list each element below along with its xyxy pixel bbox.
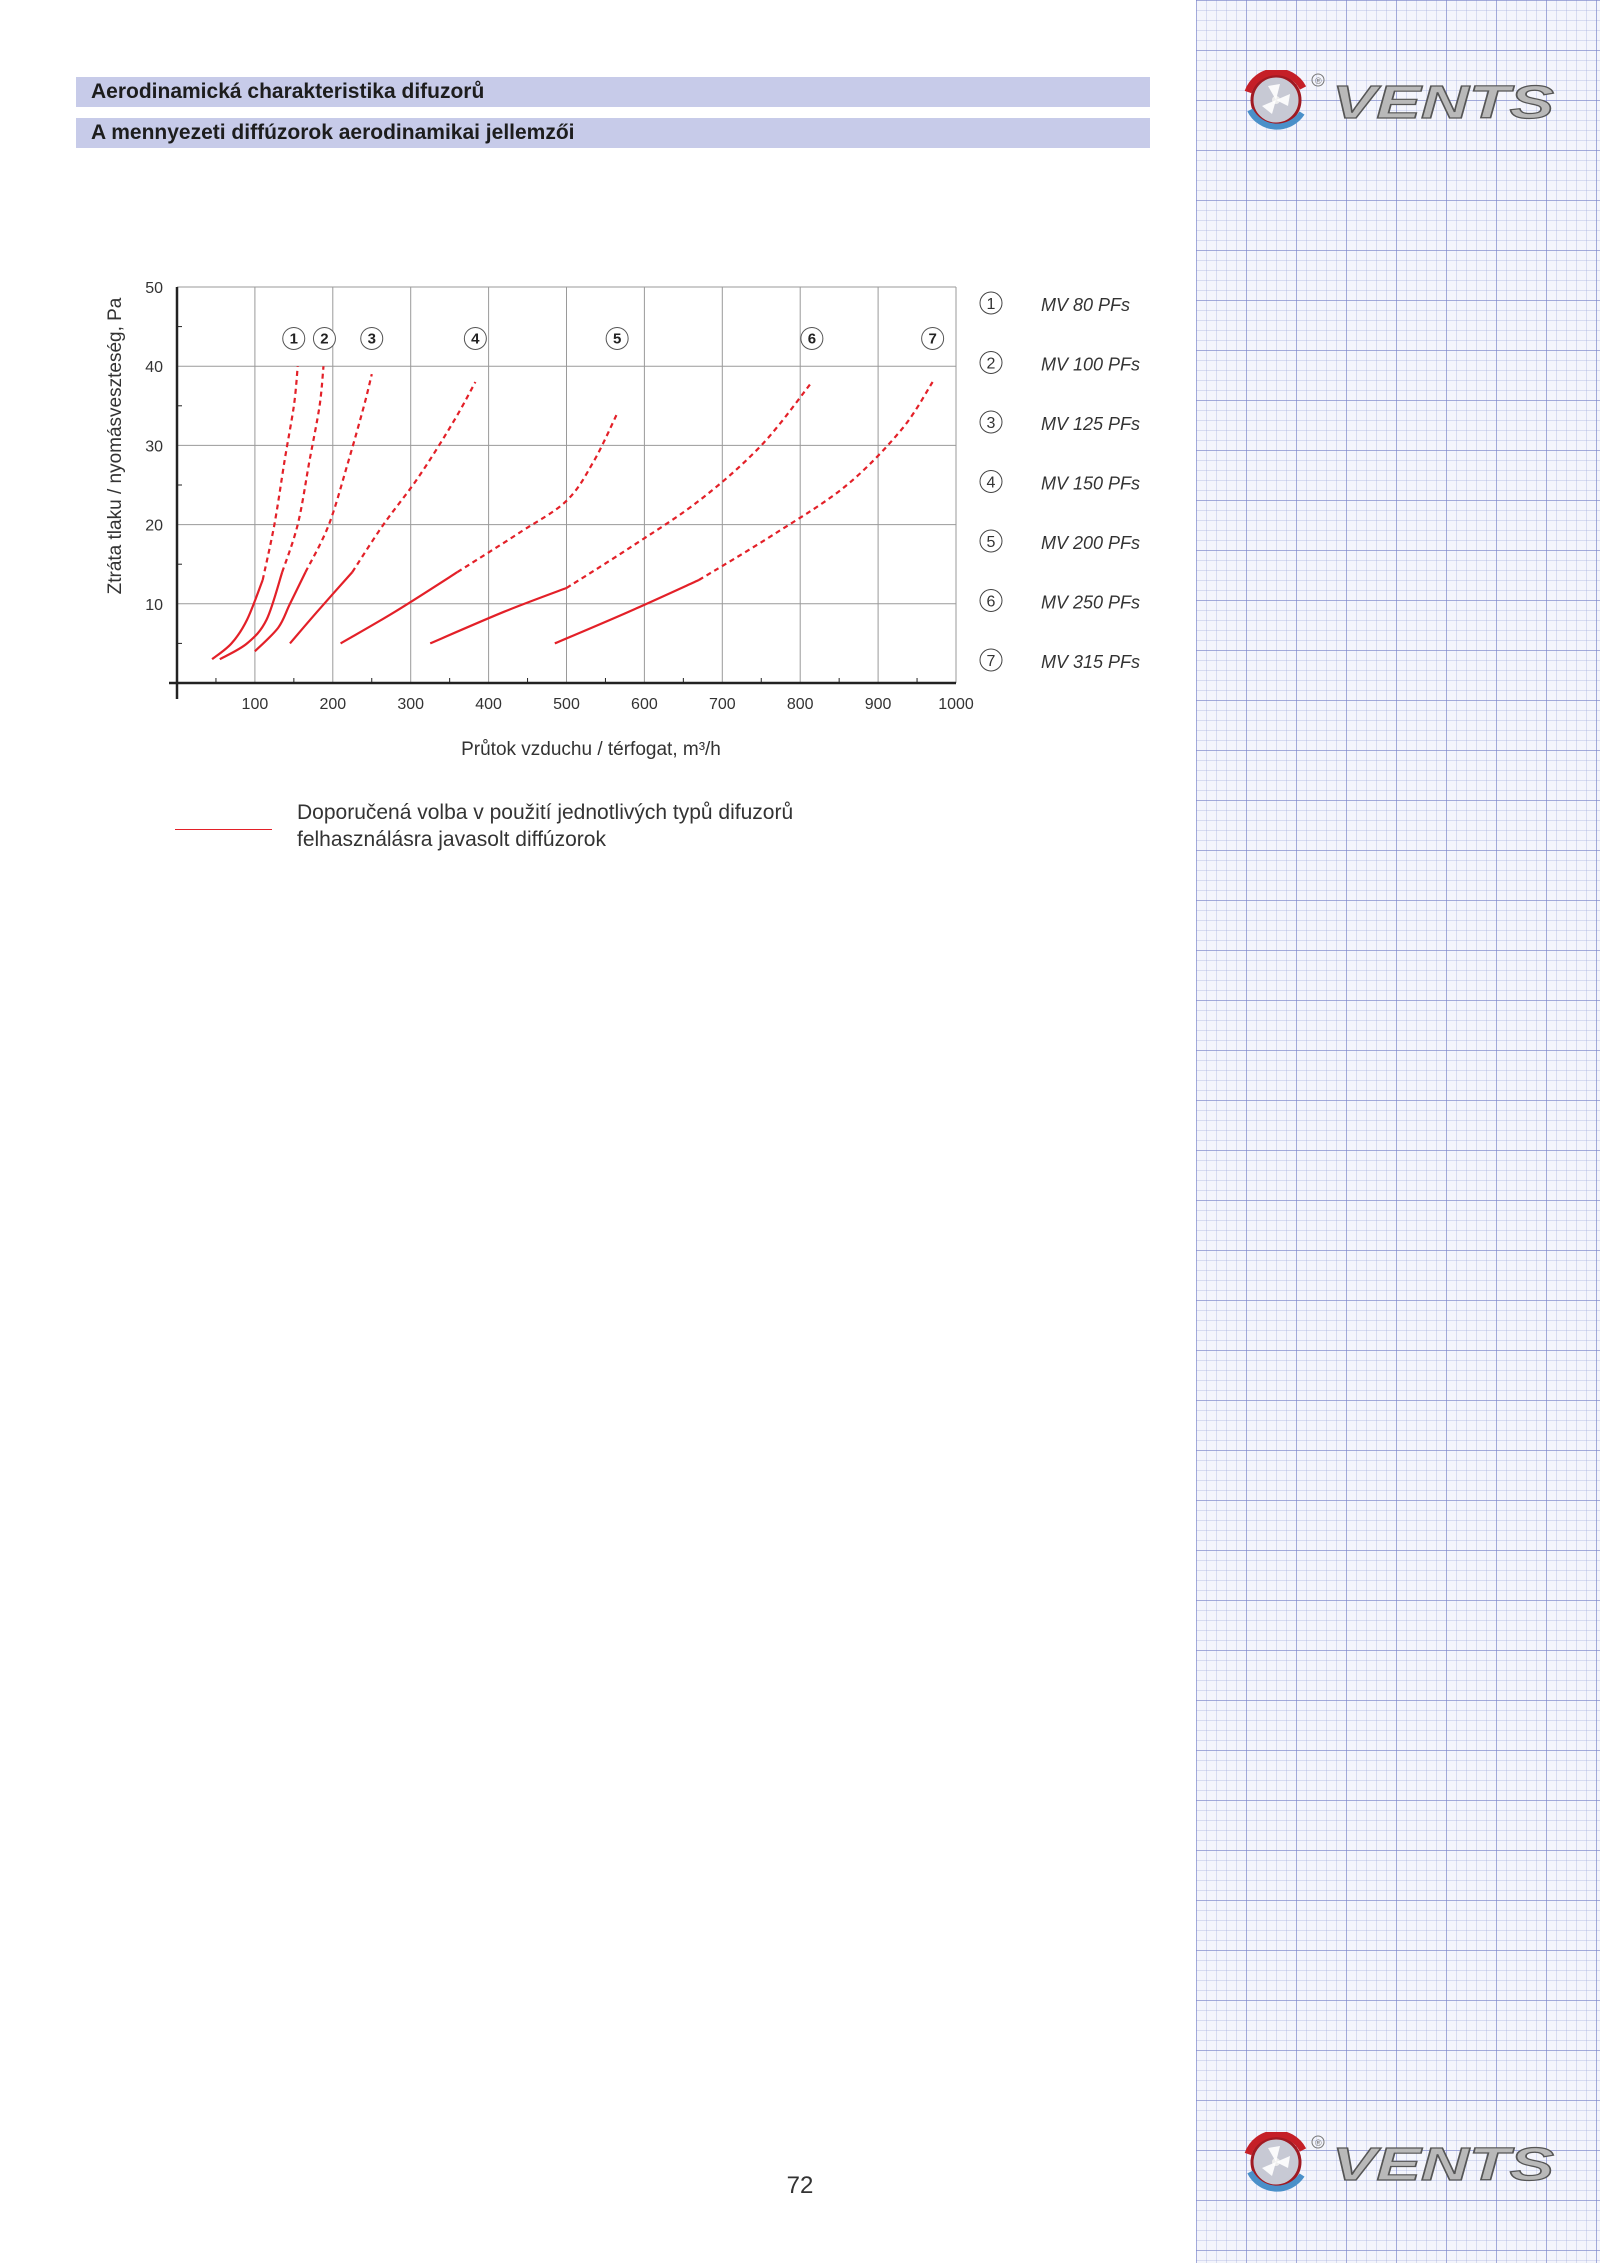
y-tick-label: 10 xyxy=(145,596,163,614)
x-axis-title: Průtok vzduchu / térfogat, m³/h xyxy=(461,739,721,760)
x-tick-label: 400 xyxy=(475,696,502,713)
curve-5-recommended xyxy=(341,572,458,643)
logo-graphic xyxy=(1228,2132,1564,2192)
x-tick-label: 200 xyxy=(319,696,347,713)
y-tick-label: 20 xyxy=(145,517,163,535)
recommended-note-hungarian: felhasználásra javasolt diffúzorok xyxy=(297,828,606,851)
legend-number: 5 xyxy=(986,534,996,551)
curve-7-recommended xyxy=(555,580,699,643)
recommended-note-czech: Doporučená volba v použití jednotlivých typů difuzorů xyxy=(297,801,794,824)
legend-number: 1 xyxy=(986,296,996,313)
y-tick-label: 30 xyxy=(145,438,163,456)
logo-graphic xyxy=(1228,70,1564,130)
legend-item-label: MV 80 PFs xyxy=(1041,295,1131,315)
section-title-czech: Aerodinamická charakteristika difuzorů xyxy=(76,77,1150,107)
side-grid-panel xyxy=(1196,0,1600,2263)
chart-axes xyxy=(145,280,974,713)
legend-item-label: MV 125 PFs xyxy=(1041,414,1141,434)
x-tick-label: 300 xyxy=(397,696,425,713)
x-tick-label: 800 xyxy=(786,696,814,713)
legend-item-label: MV 250 PFs xyxy=(1041,592,1141,613)
y-axis-title: Ztráta tlaku / nyomásveszteség, Pa xyxy=(105,297,126,595)
x-tick-label: 100 xyxy=(241,696,269,713)
legend-number: 3 xyxy=(986,415,996,432)
curve-label-number: 6 xyxy=(807,330,817,348)
vents-logo-top xyxy=(1228,70,1564,130)
y-tick-label: 50 xyxy=(145,280,163,297)
legend-item-label: MV 315 PFs xyxy=(1041,652,1141,672)
svg-text:VENTS: VENTS xyxy=(1332,76,1555,128)
curve-3-recommended xyxy=(255,572,306,651)
curve-3-extended xyxy=(306,374,372,572)
curve-5-extended xyxy=(457,414,617,572)
svg-text:VENTS: VENTS xyxy=(1332,2138,1555,2190)
chart-curves xyxy=(212,366,933,659)
vents-logo-bottom xyxy=(1228,2132,1564,2192)
curve-4-extended xyxy=(352,382,475,572)
curve-label-number: 2 xyxy=(320,330,329,348)
curve-6-extended xyxy=(567,382,812,588)
pressure-loss-chart xyxy=(0,260,1160,770)
curve-2-extended xyxy=(282,366,323,572)
svg-text:®: ® xyxy=(1315,76,1322,86)
legend-item-label: MV 200 PFs xyxy=(1041,533,1141,553)
svg-text:®: ® xyxy=(1315,2138,1322,2148)
curve-label-number: 4 xyxy=(471,330,480,348)
x-tick-label: 700 xyxy=(708,696,736,713)
x-tick-label: 1000 xyxy=(938,696,974,713)
legend-item-label: MV 150 PFs xyxy=(1041,473,1141,494)
recommended-legend-line xyxy=(175,829,272,830)
y-tick-label: 40 xyxy=(145,359,163,377)
curve-6-recommended xyxy=(430,588,566,643)
curve-label-number: 1 xyxy=(289,330,298,348)
x-tick-label: 500 xyxy=(553,696,580,713)
curve-label-number: 7 xyxy=(928,330,937,348)
legend-item-label: MV 100 PFs xyxy=(1041,354,1141,375)
legend-number: 2 xyxy=(986,355,996,373)
chart-legend xyxy=(980,292,1140,672)
curve-7-extended xyxy=(699,382,933,580)
curve-1-extended xyxy=(263,366,298,580)
recommended-note xyxy=(297,799,793,853)
page-number: 72 xyxy=(786,2172,814,2199)
curve-label-number: 3 xyxy=(367,330,376,348)
section-title-hungarian: A mennyezeti diffúzorok aerodinamikai jellemzői xyxy=(76,118,1150,148)
x-tick-label: 900 xyxy=(864,696,892,713)
legend-number: 6 xyxy=(986,593,996,611)
legend-number: 4 xyxy=(986,474,996,492)
legend-number: 7 xyxy=(986,653,996,670)
x-tick-label: 600 xyxy=(631,696,658,713)
curve-label-number: 5 xyxy=(612,330,622,348)
chart-curve-labels xyxy=(283,327,944,349)
